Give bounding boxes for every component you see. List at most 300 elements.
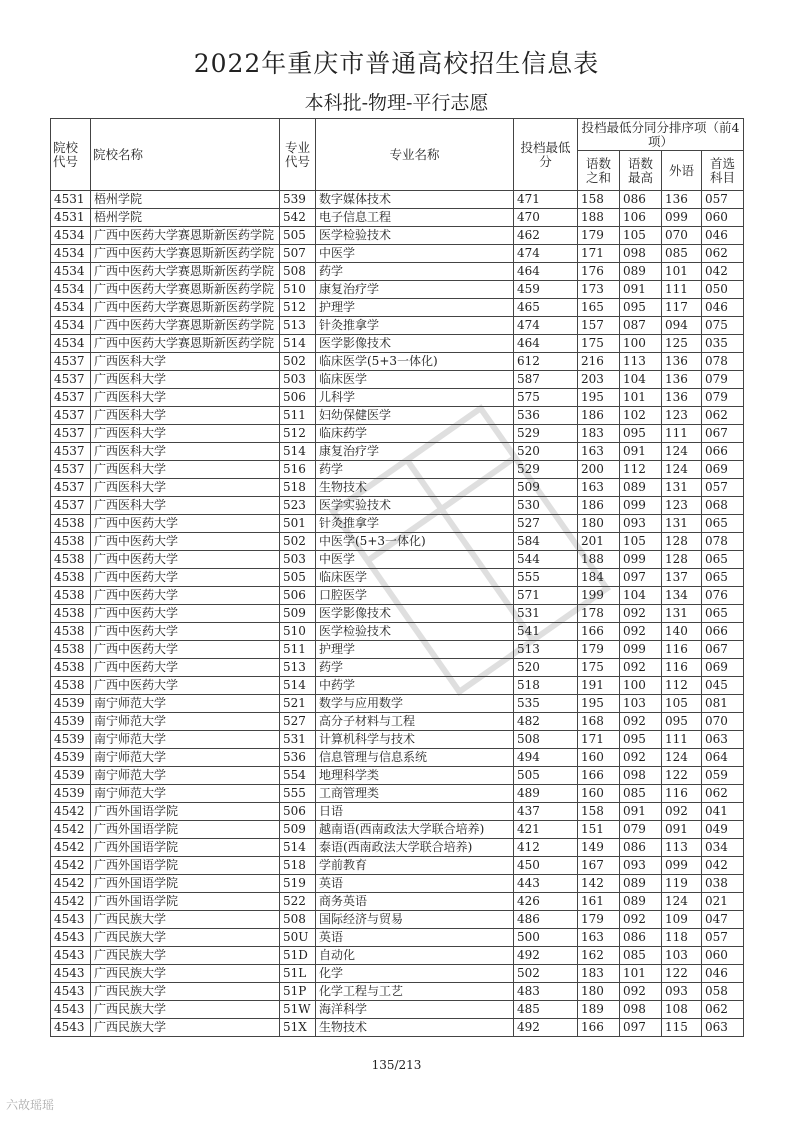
cell-major-code: 506 <box>280 389 316 407</box>
cell-tie4: 050 <box>702 281 744 299</box>
cell-min-score: 450 <box>514 857 578 875</box>
cell-school-code: 4539 <box>51 695 91 713</box>
table-row <box>51 587 744 605</box>
table-row <box>51 767 744 785</box>
cell-min-score: 492 <box>514 1019 578 1037</box>
cell-tie4: 066 <box>702 443 744 461</box>
table-row <box>51 425 744 443</box>
cell-major-code: 510 <box>280 623 316 641</box>
cell-school-code: 4538 <box>51 569 91 587</box>
cell-tie1: 195 <box>578 695 620 713</box>
cell-min-score: 464 <box>514 263 578 281</box>
cell-major-name: 学前教育 <box>316 857 514 875</box>
cell-min-score: 502 <box>514 965 578 983</box>
cell-major-code: 536 <box>280 749 316 767</box>
header-tie1: 语数之和 <box>578 151 620 191</box>
table-row <box>51 299 744 317</box>
cell-school-name: 广西外国语学院 <box>91 875 280 893</box>
cell-major-code: 508 <box>280 911 316 929</box>
cell-tie1: 167 <box>578 857 620 875</box>
table-row <box>51 497 744 515</box>
cell-min-score: 509 <box>514 479 578 497</box>
cell-major-code: 505 <box>280 569 316 587</box>
cell-tie3: 116 <box>662 659 702 677</box>
cell-major-name: 英语 <box>316 875 514 893</box>
cell-min-score: 494 <box>514 749 578 767</box>
cell-major-code: 522 <box>280 893 316 911</box>
cell-school-name: 广西医科大学 <box>91 461 280 479</box>
table-row <box>51 695 744 713</box>
cell-major-name: 商务英语 <box>316 893 514 911</box>
cell-tie3: 122 <box>662 767 702 785</box>
cell-tie4: 062 <box>702 245 744 263</box>
cell-school-name: 广西外国语学院 <box>91 821 280 839</box>
cell-school-code: 4537 <box>51 479 91 497</box>
page-number: 135/213 <box>371 1058 422 1072</box>
cell-min-score: 474 <box>514 317 578 335</box>
cell-major-name: 针灸推拿学 <box>316 515 514 533</box>
cell-major-name: 临床药学 <box>316 425 514 443</box>
header-min-score: 投档最低分 <box>514 119 578 191</box>
cell-major-code: 542 <box>280 209 316 227</box>
cell-min-score: 459 <box>514 281 578 299</box>
cell-tie2: 102 <box>620 407 662 425</box>
cell-min-score: 426 <box>514 893 578 911</box>
cell-tie1: 179 <box>578 227 620 245</box>
cell-tie4: 047 <box>702 911 744 929</box>
cell-tie3: 124 <box>662 893 702 911</box>
cell-tie4: 046 <box>702 227 744 245</box>
cell-tie1: 186 <box>578 407 620 425</box>
cell-major-name: 中医学(5+3一体化) <box>316 533 514 551</box>
cell-major-name: 口腔医学 <box>316 587 514 605</box>
cell-tie1: 179 <box>578 911 620 929</box>
cell-school-code: 4543 <box>51 1001 91 1019</box>
cell-school-name: 广西中医药大学 <box>91 623 280 641</box>
table-row <box>51 857 744 875</box>
cell-tie2: 103 <box>620 695 662 713</box>
cell-major-name: 越南语(西南政法大学联合培养) <box>316 821 514 839</box>
cell-tie4: 049 <box>702 821 744 839</box>
cell-school-code: 4538 <box>51 659 91 677</box>
cell-major-code: 514 <box>280 443 316 461</box>
cell-min-score: 541 <box>514 623 578 641</box>
cell-tie3: 103 <box>662 947 702 965</box>
cell-tie3: 125 <box>662 335 702 353</box>
cell-tie1: 189 <box>578 1001 620 1019</box>
watermark-text: 六故瑶瑶 <box>6 1098 55 1112</box>
cell-school-name: 南宁师范大学 <box>91 749 280 767</box>
cell-major-code: 502 <box>280 533 316 551</box>
cell-school-code: 4537 <box>51 443 91 461</box>
table-row <box>51 713 744 731</box>
cell-school-code: 4534 <box>51 245 91 263</box>
cell-tie2: 091 <box>620 803 662 821</box>
cell-min-score: 485 <box>514 1001 578 1019</box>
cell-tie1: 151 <box>578 821 620 839</box>
cell-school-name: 广西中医药大学赛恩斯新医药学院 <box>91 335 280 353</box>
cell-school-name: 广西民族大学 <box>91 929 280 947</box>
cell-school-code: 4537 <box>51 353 91 371</box>
cell-school-name: 广西外国语学院 <box>91 803 280 821</box>
cell-tie2: 098 <box>620 767 662 785</box>
table-row <box>51 191 744 209</box>
cell-tie1: 166 <box>578 1019 620 1037</box>
cell-tie3: 101 <box>662 263 702 281</box>
cell-tie3: 117 <box>662 299 702 317</box>
cell-school-name: 广西民族大学 <box>91 947 280 965</box>
cell-tie1: 188 <box>578 551 620 569</box>
cell-tie3: 111 <box>662 425 702 443</box>
cell-major-name: 工商管理类 <box>316 785 514 803</box>
table-row <box>51 623 744 641</box>
header-tie-group: 投档最低分同分排序项（前4项） <box>578 119 744 151</box>
cell-school-name: 广西医科大学 <box>91 353 280 371</box>
cell-tie2: 101 <box>620 965 662 983</box>
cell-tie4: 034 <box>702 839 744 857</box>
cell-school-code: 4534 <box>51 335 91 353</box>
cell-tie2: 085 <box>620 947 662 965</box>
cell-min-score: 464 <box>514 335 578 353</box>
cell-tie3: 115 <box>662 1019 702 1037</box>
table-row <box>51 731 744 749</box>
cell-school-code: 4538 <box>51 587 91 605</box>
cell-major-code: 521 <box>280 695 316 713</box>
cell-tie2: 089 <box>620 263 662 281</box>
table-row <box>51 263 744 281</box>
cell-tie4: 042 <box>702 857 744 875</box>
cell-tie1: 160 <box>578 749 620 767</box>
table-row <box>51 875 744 893</box>
cell-school-name: 广西外国语学院 <box>91 893 280 911</box>
cell-tie3: 140 <box>662 623 702 641</box>
cell-tie1: 178 <box>578 605 620 623</box>
cell-tie3: 128 <box>662 533 702 551</box>
cell-major-code: 518 <box>280 857 316 875</box>
cell-major-code: 506 <box>280 587 316 605</box>
cell-major-code: 513 <box>280 317 316 335</box>
cell-tie4: 078 <box>702 533 744 551</box>
cell-tie1: 171 <box>578 245 620 263</box>
cell-major-code: 502 <box>280 353 316 371</box>
cell-school-code: 4539 <box>51 731 91 749</box>
table-row <box>51 929 744 947</box>
cell-tie3: 131 <box>662 515 702 533</box>
cell-major-code: 512 <box>280 425 316 443</box>
cell-major-code: 51W <box>280 1001 316 1019</box>
cell-tie3: 136 <box>662 371 702 389</box>
cell-school-code: 4543 <box>51 929 91 947</box>
cell-school-code: 4539 <box>51 767 91 785</box>
table-row <box>51 227 744 245</box>
table-row <box>51 659 744 677</box>
cell-major-name: 护理学 <box>316 299 514 317</box>
cell-tie4: 045 <box>702 677 744 695</box>
cell-tie3: 094 <box>662 317 702 335</box>
cell-min-score: 486 <box>514 911 578 929</box>
cell-tie2: 099 <box>620 497 662 515</box>
cell-major-name: 针灸推拿学 <box>316 317 514 335</box>
cell-tie2: 091 <box>620 281 662 299</box>
cell-tie1: 180 <box>578 983 620 1001</box>
cell-tie1: 163 <box>578 443 620 461</box>
table-row <box>51 551 744 569</box>
table-row <box>51 317 744 335</box>
cell-min-score: 587 <box>514 371 578 389</box>
cell-school-code: 4542 <box>51 821 91 839</box>
cell-tie3: 092 <box>662 803 702 821</box>
cell-school-code: 4538 <box>51 515 91 533</box>
cell-tie1: 168 <box>578 713 620 731</box>
cell-min-score: 500 <box>514 929 578 947</box>
cell-tie4: 042 <box>702 263 744 281</box>
cell-major-code: 507 <box>280 245 316 263</box>
cell-tie4: 066 <box>702 623 744 641</box>
cell-min-score: 612 <box>514 353 578 371</box>
cell-min-score: 465 <box>514 299 578 317</box>
cell-major-name: 医学实验技术 <box>316 497 514 515</box>
cell-tie1: 160 <box>578 785 620 803</box>
cell-school-name: 梧州学院 <box>91 209 280 227</box>
cell-tie1: 203 <box>578 371 620 389</box>
cell-school-name: 广西中医药大学 <box>91 641 280 659</box>
cell-tie4: 060 <box>702 209 744 227</box>
cell-min-score: 474 <box>514 245 578 263</box>
cell-major-name: 药学 <box>316 263 514 281</box>
cell-tie1: 166 <box>578 767 620 785</box>
table-row <box>51 821 744 839</box>
cell-major-code: 503 <box>280 551 316 569</box>
cell-tie4: 038 <box>702 875 744 893</box>
cell-school-name: 广西中医药大学 <box>91 587 280 605</box>
cell-tie4: 063 <box>702 731 744 749</box>
cell-tie2: 087 <box>620 317 662 335</box>
cell-school-name: 广西中医药大学 <box>91 677 280 695</box>
cell-tie2: 105 <box>620 533 662 551</box>
cell-school-code: 4539 <box>51 785 91 803</box>
cell-tie1: 188 <box>578 209 620 227</box>
table-row <box>51 389 744 407</box>
cell-major-name: 临床医学 <box>316 569 514 587</box>
cell-tie2: 092 <box>620 623 662 641</box>
cell-major-code: 555 <box>280 785 316 803</box>
table-row <box>51 947 744 965</box>
cell-tie4: 079 <box>702 371 744 389</box>
table-body <box>51 191 744 1037</box>
cell-tie3: 093 <box>662 983 702 1001</box>
cell-tie1: 195 <box>578 389 620 407</box>
cell-tie2: 113 <box>620 353 662 371</box>
cell-major-name: 康复治疗学 <box>316 443 514 461</box>
cell-tie4: 062 <box>702 407 744 425</box>
cell-min-score: 555 <box>514 569 578 587</box>
cell-tie1: 216 <box>578 353 620 371</box>
table-row <box>51 641 744 659</box>
header-tie4: 首选科目 <box>702 151 744 191</box>
cell-tie1: 183 <box>578 965 620 983</box>
table-row <box>51 479 744 497</box>
header-tie2: 语数最高 <box>620 151 662 191</box>
cell-tie2: 099 <box>620 551 662 569</box>
cell-min-score: 520 <box>514 443 578 461</box>
cell-school-code: 4538 <box>51 605 91 623</box>
cell-major-name: 中医学 <box>316 551 514 569</box>
cell-school-name: 广西医科大学 <box>91 425 280 443</box>
cell-school-name: 广西民族大学 <box>91 911 280 929</box>
cell-major-name: 中医学 <box>316 245 514 263</box>
cell-school-code: 4538 <box>51 551 91 569</box>
cell-tie1: 184 <box>578 569 620 587</box>
cell-major-code: 527 <box>280 713 316 731</box>
cell-tie4: 058 <box>702 983 744 1001</box>
cell-major-code: 512 <box>280 299 316 317</box>
cell-tie4: 057 <box>702 929 744 947</box>
cell-school-code: 4538 <box>51 677 91 695</box>
table-row <box>51 677 744 695</box>
cell-tie1: 163 <box>578 929 620 947</box>
cell-school-code: 4539 <box>51 713 91 731</box>
header-school-code: 院校代号 <box>51 119 91 191</box>
cell-major-name: 医学影像技术 <box>316 335 514 353</box>
cell-school-name: 广西医科大学 <box>91 407 280 425</box>
cell-tie3: 137 <box>662 569 702 587</box>
cell-major-code: 519 <box>280 875 316 893</box>
cell-school-name: 广西民族大学 <box>91 965 280 983</box>
cell-min-score: 492 <box>514 947 578 965</box>
cell-tie3: 111 <box>662 731 702 749</box>
cell-school-code: 4539 <box>51 749 91 767</box>
admission-table <box>50 118 744 1037</box>
cell-major-name: 泰语(西南政法大学联合培养) <box>316 839 514 857</box>
header-tie3: 外语 <box>662 151 702 191</box>
cell-tie4: 063 <box>702 1019 744 1037</box>
cell-major-code: 506 <box>280 803 316 821</box>
cell-major-name: 药学 <box>316 461 514 479</box>
cell-school-name: 南宁师范大学 <box>91 713 280 731</box>
cell-major-name: 妇幼保健医学 <box>316 407 514 425</box>
cell-min-score: 437 <box>514 803 578 821</box>
table-row <box>51 911 744 929</box>
table-row <box>51 461 744 479</box>
cell-major-code: 503 <box>280 371 316 389</box>
cell-tie1: 165 <box>578 299 620 317</box>
cell-school-name: 广西中医药大学赛恩斯新医药学院 <box>91 299 280 317</box>
cell-tie1: 162 <box>578 947 620 965</box>
table-row <box>51 245 744 263</box>
cell-tie3: 116 <box>662 785 702 803</box>
cell-school-code: 4543 <box>51 911 91 929</box>
cell-major-name: 数学与应用数学 <box>316 695 514 713</box>
cell-major-code: 509 <box>280 605 316 623</box>
cell-tie2: 085 <box>620 785 662 803</box>
cell-school-code: 4542 <box>51 875 91 893</box>
page-title: 2022年重庆市普通高校招生信息表 <box>193 49 600 78</box>
cell-tie4: 068 <box>702 497 744 515</box>
cell-tie2: 091 <box>620 443 662 461</box>
cell-major-code: 511 <box>280 641 316 659</box>
cell-major-code: 505 <box>280 227 316 245</box>
cell-tie1: 183 <box>578 425 620 443</box>
cell-tie2: 104 <box>620 371 662 389</box>
cell-major-name: 药学 <box>316 659 514 677</box>
cell-tie2: 100 <box>620 677 662 695</box>
cell-major-name: 高分子材料与工程 <box>316 713 514 731</box>
cell-tie1: 175 <box>578 659 620 677</box>
cell-tie2: 101 <box>620 389 662 407</box>
cell-tie3: 095 <box>662 713 702 731</box>
cell-tie4: 075 <box>702 317 744 335</box>
cell-tie4: 046 <box>702 299 744 317</box>
cell-major-name: 临床医学 <box>316 371 514 389</box>
cell-school-name: 广西医科大学 <box>91 479 280 497</box>
cell-major-name: 自动化 <box>316 947 514 965</box>
cell-major-code: 51X <box>280 1019 316 1037</box>
cell-tie4: 067 <box>702 425 744 443</box>
cell-school-name: 南宁师范大学 <box>91 731 280 749</box>
cell-tie1: 199 <box>578 587 620 605</box>
cell-tie3: 116 <box>662 641 702 659</box>
cell-school-name: 广西外国语学院 <box>91 839 280 857</box>
cell-tie1: 157 <box>578 317 620 335</box>
table-row <box>51 371 744 389</box>
cell-major-name: 医学影像技术 <box>316 605 514 623</box>
cell-tie4: 057 <box>702 479 744 497</box>
cell-major-name: 化学工程与工艺 <box>316 983 514 1001</box>
table-row <box>51 515 744 533</box>
table-row <box>51 839 744 857</box>
cell-tie2: 106 <box>620 209 662 227</box>
cell-major-code: 516 <box>280 461 316 479</box>
table-row <box>51 281 744 299</box>
cell-school-code: 4534 <box>51 263 91 281</box>
cell-min-score: 575 <box>514 389 578 407</box>
table-row <box>51 209 744 227</box>
cell-school-name: 广西医科大学 <box>91 389 280 407</box>
cell-tie3: 099 <box>662 857 702 875</box>
cell-tie2: 092 <box>620 659 662 677</box>
cell-school-code: 4537 <box>51 371 91 389</box>
cell-school-code: 4542 <box>51 803 91 821</box>
cell-school-name: 广西中医药大学 <box>91 551 280 569</box>
table-row <box>51 569 744 587</box>
cell-major-name: 地理科学类 <box>316 767 514 785</box>
cell-min-score: 443 <box>514 875 578 893</box>
cell-major-name: 化学 <box>316 965 514 983</box>
cell-min-score: 462 <box>514 227 578 245</box>
cell-tie2: 095 <box>620 425 662 443</box>
cell-tie4: 078 <box>702 353 744 371</box>
cell-school-name: 广西医科大学 <box>91 371 280 389</box>
table-row <box>51 1001 744 1019</box>
cell-major-code: 539 <box>280 191 316 209</box>
cell-school-name: 广西医科大学 <box>91 497 280 515</box>
cell-major-code: 514 <box>280 335 316 353</box>
cell-tie4: 060 <box>702 947 744 965</box>
table-row <box>51 965 744 983</box>
cell-tie2: 092 <box>620 713 662 731</box>
cell-school-code: 4538 <box>51 623 91 641</box>
cell-major-code: 531 <box>280 731 316 749</box>
cell-tie3: 123 <box>662 407 702 425</box>
cell-tie3: 136 <box>662 353 702 371</box>
cell-major-code: 510 <box>280 281 316 299</box>
cell-major-name: 计算机科学与技术 <box>316 731 514 749</box>
cell-tie4: 046 <box>702 965 744 983</box>
cell-tie2: 095 <box>620 731 662 749</box>
cell-major-name: 生物技术 <box>316 479 514 497</box>
table-row <box>51 335 744 353</box>
cell-tie2: 089 <box>620 479 662 497</box>
